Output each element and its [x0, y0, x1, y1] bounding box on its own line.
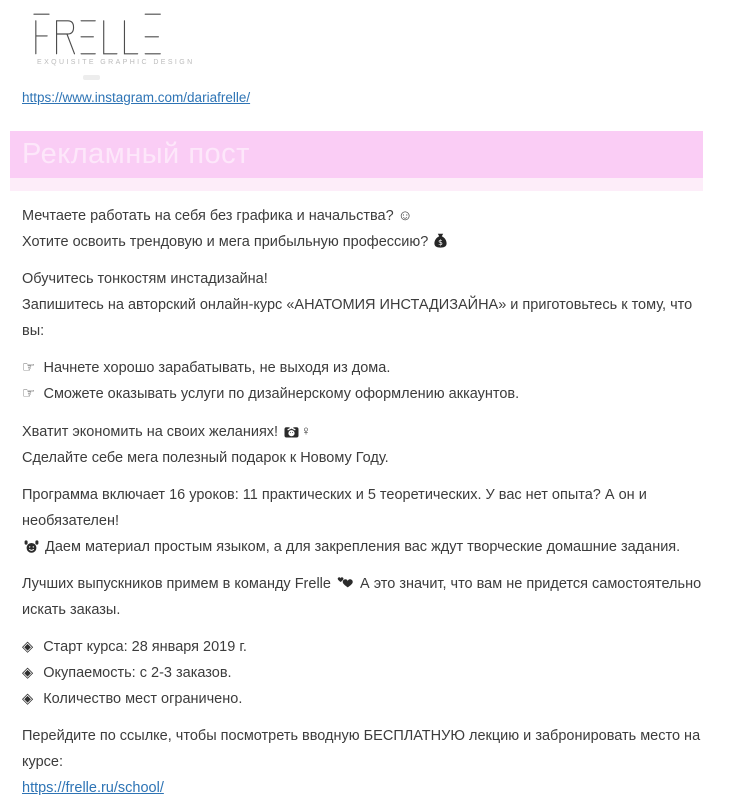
pointing-finger-icon: ☞	[22, 385, 36, 402]
team-text-after: А это значит, что вам не придется самостоятельно искать заказы.	[22, 576, 702, 618]
money-bag-icon	[434, 233, 447, 248]
detail-start-date: Старт курса: 28 января 2019 г.	[43, 639, 247, 655]
detail-limited-seats: Количество мест ограничено.	[43, 691, 243, 707]
smiley-icon: ☺	[397, 208, 413, 224]
team-text-before: Лучших выпускников примем в команду Frelle	[22, 576, 331, 592]
school-link[interactable]: https://frelle.ru/school/	[22, 780, 164, 796]
logo-artifact	[83, 75, 100, 80]
urgency-line2: Сделайте себе мега полезный подарок к Новому Году.	[22, 450, 389, 466]
cta-paragraph	[22, 723, 703, 801]
woman-gesturing-no-icon	[284, 425, 299, 438]
detail-payback: Окупаемость: с 2-3 заказов.	[43, 665, 232, 681]
logo-block	[0, 0, 733, 80]
program-paragraph	[22, 482, 703, 560]
program-line2: Даем материал простым языком, а для закрепления вас ждут творческие домашние задания.	[45, 539, 681, 555]
female-sign-icon: ♀	[301, 423, 311, 438]
diamond-bullet-icon: ◈	[22, 665, 34, 681]
svg-text:$: $	[438, 238, 444, 247]
urgency-line1: Хватит экономить на своих желаниях!	[22, 424, 279, 440]
intro-paragraph	[22, 203, 703, 255]
list-item	[22, 686, 703, 712]
intro-line2: Хотите освоить трендовую и мега прибыльную профессию?	[22, 234, 429, 250]
diamond-bullet-icon: ◈	[22, 639, 34, 655]
banner-strip	[10, 178, 703, 191]
course-line2: Запишитесь на авторский онлайн-курс «АНАТОМИЯ ИНСТАДИЗАЙНА» и приготовьтесь к тому, что вы:	[22, 297, 693, 339]
diamond-bullet-icon: ◈	[22, 691, 34, 707]
post-banner	[10, 131, 703, 191]
benefit-line2: Сможете оказывать услуги по дизайнерскому оформлению аккаунтов.	[43, 386, 520, 402]
two-hearts-icon	[337, 577, 354, 590]
list-item	[22, 660, 703, 686]
list-item	[22, 634, 703, 660]
banner-main	[10, 131, 703, 178]
raised-hands-icon	[24, 540, 39, 553]
course-line1: Обучитесь тонкостям инстадизайна!	[22, 271, 268, 287]
intro-line1: Мечтаете работать на себя без графика и начальства?	[22, 208, 394, 224]
benefits-paragraph	[22, 355, 703, 407]
page-title: Рекламный пост	[22, 138, 250, 170]
post-body	[22, 203, 703, 801]
logo-tagline: EXQUISITE GRAPHIC DESIGN	[37, 59, 195, 66]
program-line1: Программа включает 16 уроков: 11 практических и 5 теоретических. У вас нет опыта? А он и необязателен!	[22, 487, 647, 529]
urgency-paragraph	[22, 418, 703, 471]
course-details-list	[22, 634, 703, 712]
benefit-line1: Начнете хорошо зарабатывать, не выходя из дома.	[43, 360, 391, 376]
frelle-logo-icon	[33, 12, 165, 56]
team-paragraph	[22, 571, 703, 623]
cta-text: Перейдите по ссылке, чтобы посмотреть вводную БЕСПЛАТНУЮ лекцию и забронировать место на курсе:	[22, 728, 701, 770]
course-paragraph	[22, 266, 703, 344]
pointing-finger-icon: ☞	[22, 359, 36, 376]
instagram-profile-link[interactable]: https://www.instagram.com/dariafrelle/	[22, 90, 251, 105]
